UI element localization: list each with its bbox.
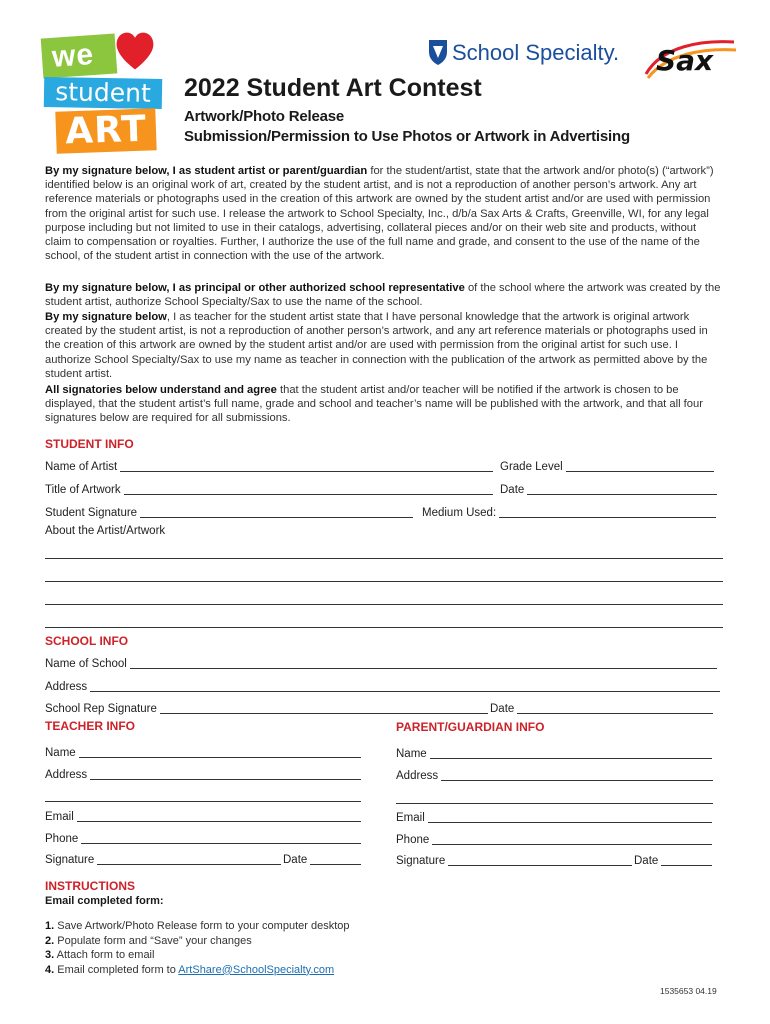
paragraph-bold: By my signature below, I as principal or other authorized school representative bbox=[45, 282, 465, 294]
teacher-phone-field[interactable] bbox=[45, 831, 361, 845]
field-label: Date bbox=[500, 484, 525, 496]
paragraph-bold: By my signature below bbox=[45, 311, 167, 323]
parent-phone-field[interactable] bbox=[396, 832, 712, 846]
name-of-school-field[interactable] bbox=[45, 656, 717, 670]
about-line-1[interactable] bbox=[45, 558, 723, 559]
field-label: Phone bbox=[45, 833, 79, 845]
paragraph-principal bbox=[45, 281, 723, 309]
student-date-input[interactable] bbox=[527, 482, 717, 495]
field-label: Date bbox=[490, 703, 515, 715]
instructions-label: Email completed form: bbox=[45, 895, 164, 907]
paragraph-text: of the school where the artwork was created by the student artist, authorize School Specialty/Sax to use the name of the school. bbox=[45, 282, 721, 309]
title-of-artwork-field[interactable] bbox=[45, 482, 493, 496]
teacher-signature-input[interactable] bbox=[97, 852, 281, 865]
parent-address-input[interactable] bbox=[441, 768, 713, 781]
school-info-heading: SCHOOL INFO bbox=[45, 634, 129, 648]
paragraph-student-parent bbox=[45, 164, 723, 263]
grade-level-field[interactable] bbox=[500, 459, 714, 473]
field-label: Student Signature bbox=[45, 507, 138, 519]
subtitle-permission: Submission/Permission to Use Photos or Artwork in Advertising bbox=[184, 128, 630, 145]
field-label: Name bbox=[396, 748, 427, 760]
field-label: Phone bbox=[396, 834, 430, 846]
brand-name: School Specialty. bbox=[452, 40, 620, 65]
parent-address-field[interactable] bbox=[396, 768, 713, 782]
teacher-address-line-2[interactable] bbox=[45, 801, 361, 802]
name-of-artist-field[interactable] bbox=[45, 459, 493, 473]
field-label: Email bbox=[396, 812, 425, 824]
parent-signature-field[interactable] bbox=[396, 853, 632, 867]
school-date-input[interactable] bbox=[517, 701, 713, 714]
school-rep-signature-input[interactable] bbox=[160, 701, 488, 714]
student-date-field[interactable] bbox=[500, 482, 717, 496]
title-of-artwork-input[interactable] bbox=[124, 482, 493, 495]
medium-used-field[interactable] bbox=[422, 505, 716, 519]
field-label: Grade Level bbox=[500, 461, 563, 473]
parent-date-input[interactable] bbox=[661, 853, 712, 866]
grade-level-input[interactable] bbox=[566, 459, 714, 472]
teacher-signature-field[interactable] bbox=[45, 852, 281, 866]
we-love-student-art-logo bbox=[40, 30, 164, 152]
field-label: Address bbox=[45, 681, 88, 693]
teacher-date-input[interactable] bbox=[310, 852, 361, 865]
name-of-artist-input[interactable] bbox=[120, 459, 493, 472]
field-label: Name bbox=[45, 747, 76, 759]
field-label: Name of School bbox=[45, 658, 127, 670]
paragraph-text: , I as teacher for the student artist state that I have personal knowledge that the artwork is original artwork created by the student artist, is not a reproduction of another person’s artwork, and any art reference materials or photographs used in the creation of this artwork are owned by the student artist and/or are used with permission from the original artist for such use. I authorize School Specialty/Sax to use my name as teacher in connection with the publication of the artwork as permitted above by the student artist. bbox=[45, 311, 708, 380]
teacher-name-field[interactable] bbox=[45, 745, 361, 759]
parent-name-input[interactable] bbox=[430, 746, 712, 759]
instructions-list bbox=[45, 919, 350, 977]
field-label: Address bbox=[396, 770, 439, 782]
teacher-phone-input[interactable] bbox=[81, 831, 361, 844]
about-artist-label: About the Artist/Artwork bbox=[45, 525, 166, 537]
paragraph-teacher bbox=[45, 310, 723, 381]
teacher-name-input[interactable] bbox=[79, 745, 361, 758]
student-info-heading: STUDENT INFO bbox=[45, 437, 134, 451]
field-label: Date bbox=[634, 855, 659, 867]
instruction-step: 1. Save Artwork/Photo Release form to your computer desktop bbox=[45, 920, 350, 932]
field-label: Email bbox=[45, 811, 74, 823]
teacher-email-field[interactable] bbox=[45, 809, 361, 823]
field-label: Name of Artist bbox=[45, 461, 118, 473]
instruction-step: 3. Attach form to email bbox=[45, 949, 155, 962]
field-label: Title of Artwork bbox=[45, 484, 121, 496]
logo-we: we bbox=[41, 33, 118, 78]
field-label: Address bbox=[45, 769, 88, 781]
form-code: 1535653 04.19 bbox=[660, 986, 717, 996]
sax-logo bbox=[642, 36, 738, 80]
field-label: Signature bbox=[396, 855, 446, 867]
logo-art: ART bbox=[55, 108, 156, 153]
parent-info-heading: PARENT/GUARDIAN INFO bbox=[396, 720, 545, 734]
parent-name-field[interactable] bbox=[396, 746, 712, 760]
instruction-step: 2. Populate form and “Save” your changes bbox=[45, 934, 252, 947]
field-label: Date bbox=[283, 854, 308, 866]
teacher-address-input[interactable] bbox=[90, 767, 361, 780]
email-link[interactable]: ArtShare@SchoolSpecialty.com bbox=[178, 963, 335, 976]
teacher-address-field[interactable] bbox=[45, 767, 361, 781]
about-line-2[interactable] bbox=[45, 581, 723, 582]
parent-email-field[interactable] bbox=[396, 810, 712, 824]
school-specialty-icon bbox=[428, 38, 448, 66]
student-signature-input[interactable] bbox=[140, 505, 413, 518]
paragraph-text: for the student/artist, state that the artwork and/or photo(s) (“artwork”) identified below is an original work of art, created by the student artist, and is not a reproduction of another person’s artwork. Any art reference materials or photographs used in the creation of this artwork are owned by the student artist and/or are used with permission from the original artist for such use. I release the artwork to School Specialty, Inc., d/b/a Sax Arts & Crafts, Greenville, WI, for any legal purpose including but not limited to use in their catalogs, advertising, collateral pieces and/or on their web site and products, without claim to compensation or royalties. Further, I authorize the use of the full name and grade, and consent to the use of the name of the school, of the student artist in connection with the use of the artwork. bbox=[45, 165, 714, 263]
teacher-email-input[interactable] bbox=[77, 809, 361, 822]
sax-text: Sax bbox=[656, 44, 714, 77]
paragraph-bold: All signatories below understand and agree bbox=[45, 384, 277, 396]
parent-address-line-2[interactable] bbox=[396, 803, 713, 804]
paragraph-bold: By my signature below, I as student artist or parent/guardian bbox=[45, 165, 368, 177]
heart-icon bbox=[114, 30, 156, 72]
student-signature-field[interactable] bbox=[45, 505, 413, 519]
paragraph-signatories bbox=[45, 383, 723, 426]
parent-signature-input[interactable] bbox=[448, 853, 632, 866]
instruction-step: 4. Email completed form to ArtShare@SchoolSpecialty.com bbox=[45, 963, 335, 976]
teacher-info-heading: TEACHER INFO bbox=[45, 719, 135, 733]
school-address-field[interactable] bbox=[45, 679, 720, 693]
teacher-date-field[interactable] bbox=[283, 852, 361, 866]
field-label: Medium Used: bbox=[422, 507, 497, 519]
paragraph-text: that the student artist and/or teacher will be notified if the artwork is chosen to be displayed, that the student artist’s full name, grade and school and teacher’s name will be published with the artwork, and that all four signatures below are required for all submissions. bbox=[45, 384, 703, 425]
parent-phone-input[interactable] bbox=[432, 832, 712, 845]
subtitle-release: Artwork/Photo Release bbox=[184, 108, 345, 125]
school-date-field[interactable] bbox=[490, 701, 713, 715]
school-address-input[interactable] bbox=[90, 679, 720, 692]
parent-email-input[interactable] bbox=[428, 810, 712, 823]
logo-student: student bbox=[44, 77, 163, 109]
field-label: School Rep Signature bbox=[45, 703, 157, 715]
parent-date-field[interactable] bbox=[634, 853, 712, 867]
school-rep-signature-field[interactable] bbox=[45, 701, 488, 715]
medium-used-input[interactable] bbox=[499, 505, 716, 518]
page-title: 2022 Student Art Contest bbox=[184, 74, 482, 102]
name-of-school-input[interactable] bbox=[130, 656, 717, 669]
instructions-heading: INSTRUCTIONS bbox=[45, 879, 135, 893]
about-line-3[interactable] bbox=[45, 604, 723, 605]
about-line-4[interactable] bbox=[45, 627, 723, 628]
field-label: Signature bbox=[45, 854, 95, 866]
